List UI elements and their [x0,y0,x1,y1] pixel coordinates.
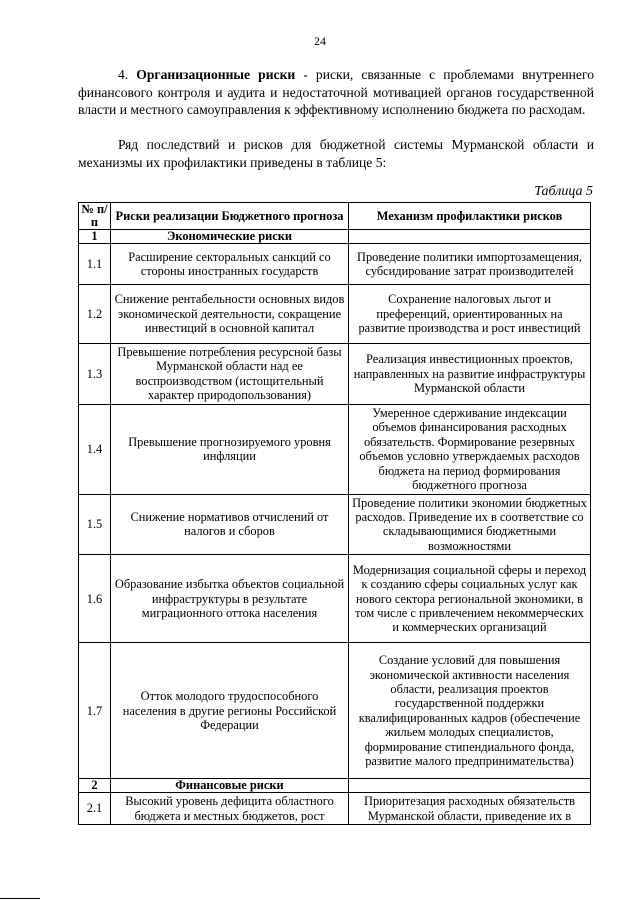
row-num: 1.1 [79,244,111,285]
row-risk: Превышение прогнозируемого уровня инфляции [111,404,349,494]
row-num: 2.1 [79,793,111,825]
section-empty [349,779,591,793]
row-mechanism: Проведение политики экономии бюджетных расходов. Приведение их в соответствие со складывающимися бюджетными возможностями [349,494,591,555]
row-risk: Снижение нормативов отчислений от налогов и сборов [111,494,349,555]
table-row [79,555,591,643]
row-num: 1.3 [79,344,111,405]
section-row-economic [79,230,591,244]
row-risk: Высокий уровень дефицита областного бюджета и местных бюджетов, рост [111,793,349,825]
table-caption: Таблица 5 [534,184,593,199]
table-row [79,643,591,779]
row-mechanism: Проведение политики импортозамещения, субсидирование затрат производителей [349,244,591,285]
row-num: 1.2 [79,285,111,344]
row-risk: Образование избытка объектов социальной инфраструктуры в результате миграционного оттока населения [111,555,349,643]
row-num: 1.4 [79,404,111,494]
row-risk: Превышение потребления ресурсной базы Мурманской области над ее воспроизводством (истощительный характер природопользования) [111,344,349,405]
table-intro-paragraph [78,136,594,171]
row-mechanism: Сохранение налоговых льгот и преференций, ориентированных на развитие производства и рост инвестиций [349,285,591,344]
section-empty [349,230,591,244]
table-row [79,404,591,494]
footer-rule [0,898,40,899]
row-num: 1.5 [79,494,111,555]
table-row [79,244,591,285]
row-risk: Отток молодого трудоспособного населения в другие регионы Российской Федерации [111,643,349,779]
table-row [79,494,591,555]
row-risk: Расширение секторальных санкций со стороны иностранных государств [111,244,349,285]
row-mechanism: Реализация инвестиционных проектов, направленных на развитие инфраструктуры Мурманской области [349,344,591,405]
intro-paragraph [78,66,594,119]
section-num: 1 [79,230,111,244]
table-row [79,285,591,344]
table-row [79,793,591,825]
table-row [79,344,591,405]
row-mechanism: Модернизация социальной сферы и переход к созданию сферы социальных услуг как нового сектора региональной экономики, в том числе с привлечением некоммерческих и коммерческих организаций [349,555,591,643]
table-intro-text: Ряд последствий и рисков для бюджетной системы Мурманской области и механизмы их профилактики приведены в таблице 5: [78,137,594,170]
section-num: 2 [79,779,111,793]
page-number: 24 [314,34,326,48]
section-title: Экономические риски [111,230,349,244]
section-title: Финансовые риски [111,779,349,793]
header-mechanism: Механизм профилактики рисков [349,203,591,230]
intro-number: 4. [118,67,129,82]
intro-term: Организационные риски [136,67,296,82]
row-mechanism: Умеренное сдерживание индексации объемов финансирования расходных обязательств. Формирование резервных объемов условно утверждаемых расходов бюджета на период формирования бюджетного прогноза [349,404,591,494]
intro-dash: - [295,67,316,82]
row-mechanism: Приоритезация расходных обязательств Мурманской области, приведение их в [349,793,591,825]
section-row-financial [79,779,591,793]
row-risk: Снижение рентабельности основных видов экономической деятельности, сокращение инвестиций в основной капитал [111,285,349,344]
row-mechanism: Создание условий для повышения экономической активности населения области, реализация проектов государственной поддержки квалифицированных кадров (обеспечение жильем молодых специалистов, формирование стипендиального фонда, развитие малого предпринимательства) [349,643,591,779]
intro-text: риски, связанные с проблемами внутреннего финансового контроля и аудита и недостаточной мотивацией органов государственной власти и местного самоуправления к эффективному исполнению бюджета по расходам. [78,67,594,118]
header-risk: Риски реализации Бюджетного прогноза [111,203,349,230]
table-header-row [79,203,591,230]
header-num: № п/п [79,203,111,230]
row-num: 1.6 [79,555,111,643]
risks-table [78,202,591,825]
row-num: 1.7 [79,643,111,779]
